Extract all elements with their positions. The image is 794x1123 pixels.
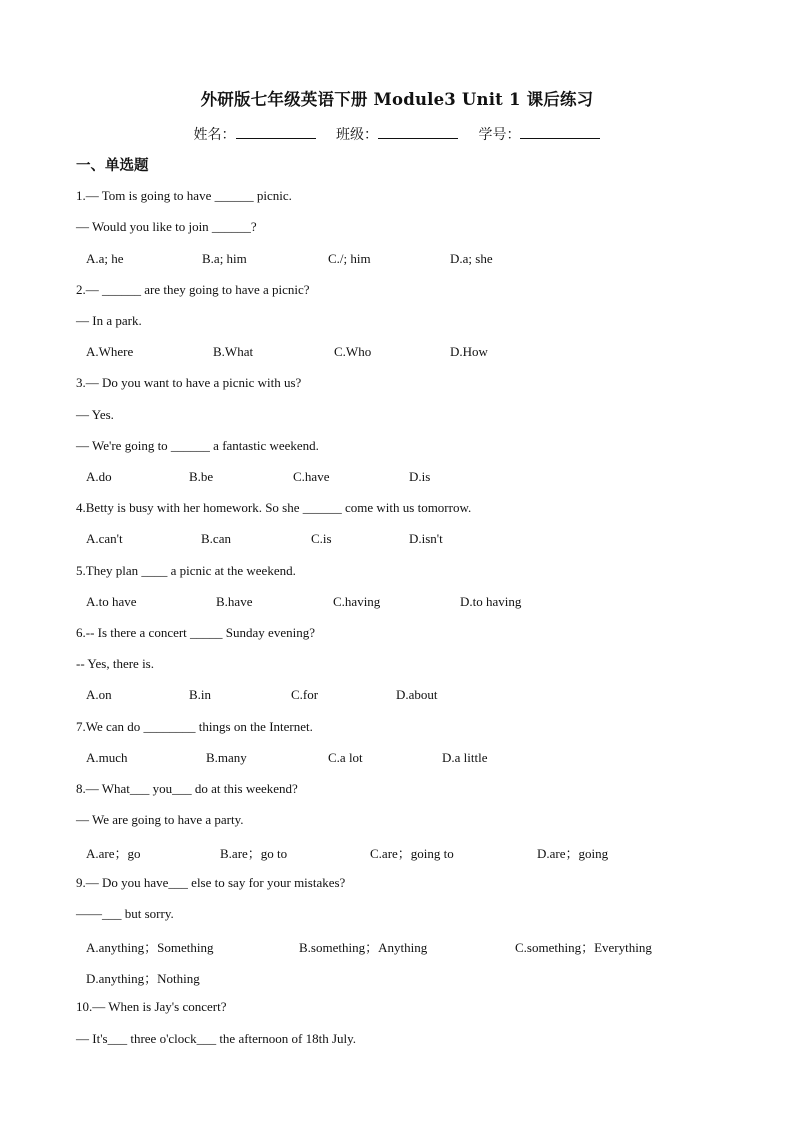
- question-7-line-1: 7.We can do ________ things on the Internet.: [76, 719, 313, 734]
- question-8-line-1: 8.— What___ you___ do at this weekend?: [76, 781, 298, 796]
- question-6-option-b[interactable]: B.in: [189, 687, 212, 702]
- question-9-option-c[interactable]: C.something；Everything: [515, 940, 652, 955]
- question-5-line-1: 5.They plan ____ a picnic at the weekend.: [76, 563, 296, 578]
- question-1-option-a[interactable]: A.a; he: [86, 251, 124, 266]
- number-label: 学号：: [478, 127, 521, 143]
- question-6-line-2: -- Yes, there is.: [76, 656, 154, 671]
- number-blank[interactable]: [520, 124, 600, 139]
- page-title: 外研版七年级英语下册 Module3 Unit 1 课后练习: [200, 90, 594, 109]
- question-2-option-b[interactable]: B.What: [213, 344, 254, 359]
- question-2-line-1: 2.— ______ are they going to have a picnic?: [76, 282, 310, 297]
- class-field: [336, 124, 458, 144]
- question-9-option-b[interactable]: B.something；Anything: [299, 940, 428, 955]
- question-7-option-c[interactable]: C.a lot: [328, 750, 363, 765]
- question-8-option-c[interactable]: C.are；going to: [370, 846, 454, 861]
- question-8-option-b[interactable]: B.are；go to: [220, 846, 288, 861]
- question-3-line-2: — Yes.: [76, 407, 114, 422]
- question-8-line-2: — We are going to have a party.: [76, 812, 244, 827]
- question-8-option-d[interactable]: D.are；going: [537, 846, 609, 861]
- question-2-option-a[interactable]: A.Where: [86, 344, 134, 359]
- question-9-option-a[interactable]: A.anything；Something: [86, 940, 214, 955]
- question-5-option-b[interactable]: B.have: [216, 594, 253, 609]
- question-6-option-a[interactable]: A.on: [86, 687, 112, 702]
- question-8-option-a[interactable]: A.are；go: [86, 846, 141, 861]
- question-6-line-1: 6.-- Is there a concert _____ Sunday evening?: [76, 625, 315, 640]
- question-9-line-1: 9.— Do you have___ else to say for your mistakes?: [76, 875, 346, 890]
- section-title: 一、单选题: [76, 158, 149, 174]
- class-blank[interactable]: [378, 124, 458, 139]
- question-7-option-d[interactable]: D.a little: [442, 750, 488, 765]
- question-1-option-d[interactable]: D.a; she: [450, 251, 493, 266]
- question-4-line-1: 4.Betty is busy with her homework. So she ______ come with us tomorrow.: [76, 500, 472, 515]
- question-4-option-c[interactable]: C.is: [311, 531, 332, 546]
- question-4-option-d[interactable]: D.isn't: [409, 531, 443, 546]
- question-7-option-b[interactable]: B.many: [206, 750, 247, 765]
- question-1-option-c[interactable]: C./; him: [328, 251, 371, 266]
- question-6-option-c[interactable]: C.for: [291, 687, 319, 702]
- question-2-line-2: — In a park.: [76, 313, 142, 328]
- question-7-option-a[interactable]: A.much: [86, 750, 128, 765]
- student-info-row: [0, 124, 794, 144]
- question-5-option-d[interactable]: D.to having: [460, 594, 522, 609]
- name-label: 姓名：: [193, 127, 236, 143]
- question-10-line-2: — It's___ three o'clock___ the afternoon of 18th July.: [76, 1031, 357, 1046]
- question-9-option-d[interactable]: D.anything；Nothing: [86, 971, 200, 986]
- question-3-option-a[interactable]: A.do: [86, 469, 112, 484]
- question-2-option-d[interactable]: D.How: [450, 344, 488, 359]
- question-5-option-a[interactable]: A.to have: [86, 594, 137, 609]
- question-3-option-d[interactable]: D.is: [409, 469, 431, 484]
- question-9-line-2: ——___ but sorry.: [76, 906, 174, 921]
- number-field: [478, 124, 600, 144]
- name-blank[interactable]: [236, 124, 316, 139]
- question-5-option-c[interactable]: C.having: [333, 594, 381, 609]
- class-label: 班级：: [336, 127, 378, 143]
- name-field: [194, 124, 316, 144]
- question-10-line-1: 10.— When is Jay's concert?: [76, 999, 227, 1014]
- question-3-line-1: 3.— Do you want to have a picnic with us?: [76, 375, 302, 390]
- question-3-line-3: — We're going to ______ a fantastic weekend.: [76, 438, 319, 453]
- question-6-option-d[interactable]: D.about: [396, 687, 438, 702]
- question-4-option-a[interactable]: A.can't: [86, 531, 123, 546]
- question-1-line-1: 1.— Tom is going to have ______ picnic.: [76, 188, 292, 203]
- question-4-option-b[interactable]: B.can: [201, 531, 231, 546]
- question-1-line-2: — Would you like to join ______?: [76, 219, 257, 234]
- question-3-option-c[interactable]: C.have: [293, 469, 330, 484]
- question-2-option-c[interactable]: C.Who: [334, 344, 372, 359]
- question-1-option-b[interactable]: B.a; him: [202, 251, 247, 266]
- question-3-option-b[interactable]: B.be: [189, 469, 214, 484]
